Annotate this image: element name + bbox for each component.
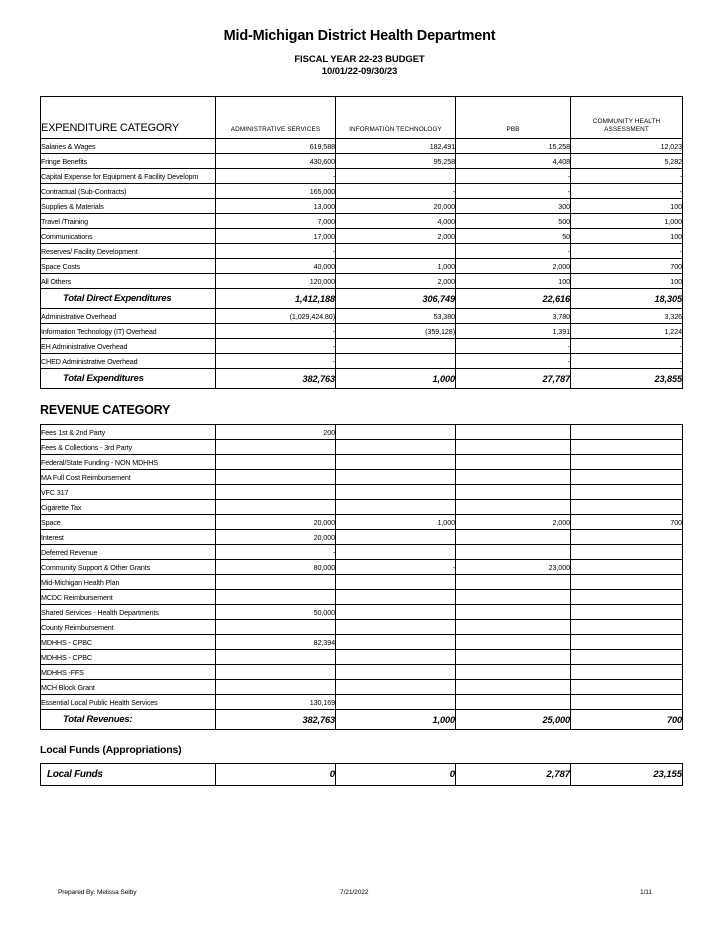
revenue-row	[41, 590, 683, 605]
row-value-col4	[571, 560, 683, 575]
row-value-col2	[336, 665, 456, 680]
expenditure-row	[41, 274, 683, 289]
row-value-col3: 23,000	[456, 560, 571, 575]
column-header-cha-line2: ASSESSMENT	[604, 126, 649, 133]
row-value-col2	[336, 590, 456, 605]
expenditure-table-header-row	[41, 97, 683, 139]
revenue-row	[41, 575, 683, 590]
row-value-col1: 13,000	[216, 199, 336, 214]
row-value-col1	[216, 680, 336, 695]
revenue-row	[41, 665, 683, 680]
row-label: Interest	[41, 530, 216, 545]
row-value-col1: 0	[216, 764, 336, 786]
row-value-col1: 50,000	[216, 605, 336, 620]
row-value-col3: 15,258	[456, 139, 571, 154]
row-value-col2	[336, 169, 456, 184]
row-value-col1: -	[216, 545, 336, 560]
row-value-col1: 20,000	[216, 515, 336, 530]
revenue-row	[41, 485, 683, 500]
fiscal-year-subtitle: FISCAL YEAR 22-23 BUDGET	[294, 54, 425, 65]
row-value-col3	[456, 470, 571, 485]
row-value-col2: 306,749	[336, 289, 456, 309]
row-value-col3	[456, 500, 571, 515]
total-revenues-row	[41, 710, 683, 730]
row-value-col3	[456, 545, 571, 560]
row-value-col4	[571, 590, 683, 605]
revenue-row	[41, 515, 683, 530]
row-value-col4: 700	[571, 515, 683, 530]
row-value-col2: -	[336, 560, 456, 575]
row-label: Essential Local Public Health Services	[41, 695, 216, 710]
row-value-col4: 12,023	[571, 139, 683, 154]
row-value-col4: -	[571, 169, 683, 184]
row-value-col1: 17,000	[216, 229, 336, 244]
row-value-col3: 2,000	[456, 515, 571, 530]
revenue-table	[40, 424, 683, 730]
revenue-row	[41, 695, 683, 710]
overhead-row	[41, 309, 683, 324]
row-value-col4: 1,224	[571, 324, 683, 339]
row-value-col4	[571, 440, 683, 455]
expenditure-row	[41, 229, 683, 244]
row-value-col1	[216, 590, 336, 605]
row-value-col3: 500	[456, 214, 571, 229]
row-value-col1: -	[216, 244, 336, 259]
row-value-col4	[571, 485, 683, 500]
row-value-col4	[571, 575, 683, 590]
row-label: Fees & Collections - 3rd Party	[41, 440, 216, 455]
row-value-col2	[336, 680, 456, 695]
row-value-col3: -	[456, 244, 571, 259]
row-value-col3	[456, 605, 571, 620]
row-label: Total Expenditures	[41, 369, 216, 389]
row-value-col3	[456, 665, 571, 680]
revenue-row	[41, 620, 683, 635]
row-value-col1: 200	[216, 425, 336, 440]
row-value-col2	[336, 425, 456, 440]
row-value-col4	[571, 530, 683, 545]
revenue-section-heading: REVENUE CATEGORY	[40, 403, 171, 417]
row-value-col2	[336, 620, 456, 635]
row-value-col3: -	[456, 184, 571, 199]
row-value-col2: (359,128)	[336, 324, 456, 339]
row-value-col3: -	[456, 169, 571, 184]
row-value-col2: 1,000	[336, 710, 456, 730]
row-value-col2: -	[336, 184, 456, 199]
row-value-col4: -	[571, 184, 683, 199]
row-value-col1: 20,000	[216, 530, 336, 545]
row-label: Mid-Michigan Health Plan	[41, 575, 216, 590]
row-value-col2	[336, 575, 456, 590]
row-value-col3	[456, 590, 571, 605]
row-value-col2	[336, 244, 456, 259]
column-header-information-technology: INFORMATION TECHNOLOGY	[336, 97, 456, 139]
row-value-col3	[456, 575, 571, 590]
row-value-col4	[571, 650, 683, 665]
row-value-col2: 1,000	[336, 369, 456, 389]
row-label: Space	[41, 515, 216, 530]
row-value-col4	[571, 545, 683, 560]
row-value-col3	[456, 680, 571, 695]
row-value-col1	[216, 665, 336, 680]
expenditure-row	[41, 244, 683, 259]
row-label: County Reimbursement	[41, 620, 216, 635]
total-direct-expenditures-row	[41, 289, 683, 309]
row-label: Salaries & Wages	[41, 139, 216, 154]
row-value-col3: 2,787	[456, 764, 571, 786]
row-value-col3	[456, 485, 571, 500]
revenue-row	[41, 545, 683, 560]
row-value-col1: (1,029,424.80)	[216, 309, 336, 324]
row-value-col1: 7,000	[216, 214, 336, 229]
row-label: Contractual (Sub-Contracts)	[41, 184, 216, 199]
revenue-row	[41, 560, 683, 575]
row-value-col3	[456, 650, 571, 665]
row-label: Travel /Training	[41, 214, 216, 229]
local-funds-row	[41, 764, 683, 786]
row-value-col2: 182,491	[336, 139, 456, 154]
revenue-row	[41, 500, 683, 515]
row-value-col2	[336, 470, 456, 485]
row-value-col4: 18,305	[571, 289, 683, 309]
row-label: Federal/State Funding - NON MDHHS	[41, 455, 216, 470]
row-label: Total Direct Expenditures	[41, 289, 216, 309]
row-value-col4	[571, 635, 683, 650]
overhead-row	[41, 354, 683, 369]
row-value-col4: 5,282	[571, 154, 683, 169]
row-label: MCDC Reimbursement	[41, 590, 216, 605]
row-value-col2: 1,000	[336, 515, 456, 530]
row-label: Supplies & Materials	[41, 199, 216, 214]
expenditure-table	[40, 96, 683, 389]
row-value-col2	[336, 650, 456, 665]
row-label: Administrative Overhead	[41, 309, 216, 324]
page-title: Mid-Michigan District Health Department	[223, 28, 496, 44]
row-value-col1	[216, 440, 336, 455]
row-value-col2: 4,000	[336, 214, 456, 229]
expenditure-row	[41, 199, 683, 214]
row-value-col2: 2,000	[336, 274, 456, 289]
row-label: EH Administrative Overhead	[41, 339, 216, 354]
row-value-col3: 50	[456, 229, 571, 244]
row-value-col1	[216, 485, 336, 500]
row-value-col3	[456, 455, 571, 470]
row-value-col3	[456, 620, 571, 635]
row-label: Communications	[41, 229, 216, 244]
expenditure-row	[41, 184, 683, 199]
row-value-col2	[336, 530, 456, 545]
local-funds-table	[40, 763, 683, 786]
row-value-col2	[336, 605, 456, 620]
row-value-col3: 4,408	[456, 154, 571, 169]
row-value-col3: 100	[456, 274, 571, 289]
row-value-col1: 165,000	[216, 184, 336, 199]
row-label: Fees 1st & 2nd Party	[41, 425, 216, 440]
revenue-row	[41, 440, 683, 455]
row-value-col1: 82,394	[216, 635, 336, 650]
row-value-col2: 53,380	[336, 309, 456, 324]
footer-page-number: 1/11	[640, 889, 652, 896]
row-value-col4: 23,155	[571, 764, 683, 786]
footer-prepared-by: Prepared By: Melissa Selby	[58, 889, 137, 896]
row-value-col1: 120,000	[216, 274, 336, 289]
expenditure-row	[41, 214, 683, 229]
row-value-col2	[336, 500, 456, 515]
row-label: Total Revenues:	[41, 710, 216, 730]
row-value-col1	[216, 620, 336, 635]
row-value-col1: 382,763	[216, 369, 336, 389]
overhead-row	[41, 324, 683, 339]
row-label: VFC 317	[41, 485, 216, 500]
row-value-col1	[216, 455, 336, 470]
row-value-col3: 3,780	[456, 309, 571, 324]
row-value-col4: -	[571, 354, 683, 369]
row-value-col1: 382,763	[216, 710, 336, 730]
row-value-col4: -	[571, 244, 683, 259]
row-value-col4: 700	[571, 710, 683, 730]
row-value-col1	[216, 500, 336, 515]
row-value-col4: 100	[571, 229, 683, 244]
revenue-row	[41, 470, 683, 485]
row-value-col2	[336, 695, 456, 710]
revenue-row	[41, 635, 683, 650]
row-value-col1: -	[216, 169, 336, 184]
row-value-col3: 27,787	[456, 369, 571, 389]
row-value-col4: -	[571, 339, 683, 354]
row-value-col2	[336, 354, 456, 369]
row-value-col3	[456, 440, 571, 455]
fiscal-period-subtitle: 10/01/22-09/30/23	[321, 66, 398, 77]
row-value-col3	[456, 695, 571, 710]
expenditure-row	[41, 139, 683, 154]
row-value-col1	[216, 575, 336, 590]
row-value-col2	[336, 440, 456, 455]
row-value-col4: 1,000	[571, 214, 683, 229]
row-value-col3: 22,616	[456, 289, 571, 309]
row-value-col4: 700	[571, 259, 683, 274]
column-header-administrative-services: ADMINISTRATIVE SERVICES	[216, 97, 336, 139]
row-label: Space Costs	[41, 259, 216, 274]
row-label: Community Support & Other Grants	[41, 560, 216, 575]
row-value-col3: 2,000	[456, 259, 571, 274]
row-value-col4: 3,326	[571, 309, 683, 324]
row-label: Local Funds	[41, 764, 216, 786]
row-value-col4	[571, 665, 683, 680]
row-value-col2: 2,000	[336, 229, 456, 244]
row-value-col2: 1,000	[336, 259, 456, 274]
row-value-col4	[571, 425, 683, 440]
document-title-block	[0, 0, 719, 78]
row-value-col1: 40,000	[216, 259, 336, 274]
row-value-col4: 100	[571, 274, 683, 289]
row-value-col2	[336, 455, 456, 470]
column-header-category: EXPENDITURE CATEGORY	[41, 97, 216, 139]
row-value-col1	[216, 470, 336, 485]
row-value-col2: 0	[336, 764, 456, 786]
row-value-col4	[571, 500, 683, 515]
row-value-col4	[571, 620, 683, 635]
row-value-col1: -	[216, 354, 336, 369]
row-value-col3	[456, 635, 571, 650]
revenue-row	[41, 650, 683, 665]
footer-date: 7/21/2022	[340, 889, 369, 896]
row-value-col3	[456, 425, 571, 440]
row-label: MDHHS -FFS	[41, 665, 216, 680]
row-value-col2	[336, 339, 456, 354]
row-label: MCH Block Grant	[41, 680, 216, 695]
row-value-col3: 1,391	[456, 324, 571, 339]
row-value-col1	[216, 650, 336, 665]
row-value-col3: 300	[456, 199, 571, 214]
row-value-col2	[336, 545, 456, 560]
row-value-col3: 25,000	[456, 710, 571, 730]
row-value-col4	[571, 455, 683, 470]
row-value-col3: -	[456, 354, 571, 369]
column-header-cha-line1: COMMUNITY HEALTH	[592, 118, 661, 125]
local-funds-section-heading: Local Funds (Appropriations)	[40, 744, 182, 756]
row-value-col3: -	[456, 339, 571, 354]
row-value-col1: 619,588	[216, 139, 336, 154]
row-value-col1: 430,600	[216, 154, 336, 169]
row-label: Deferred Revenue	[41, 545, 216, 560]
revenue-row	[41, 530, 683, 545]
expenditure-row	[41, 154, 683, 169]
row-value-col1: 80,000	[216, 560, 336, 575]
revenue-row	[41, 455, 683, 470]
row-value-col4	[571, 680, 683, 695]
row-value-col4	[571, 470, 683, 485]
row-label: Shared Services - Health Departments	[41, 605, 216, 620]
row-value-col2	[336, 485, 456, 500]
row-value-col4: 100	[571, 199, 683, 214]
row-label: MDHHS - CPBC	[41, 635, 216, 650]
row-label: Capital Expense for Equipment & Facility Developm	[41, 169, 216, 184]
row-value-col2	[336, 635, 456, 650]
row-value-col1: 130,169	[216, 695, 336, 710]
revenue-row	[41, 680, 683, 695]
row-label: MDHHS - CPBC	[41, 650, 216, 665]
row-label: Fringe Benefits	[41, 154, 216, 169]
row-value-col4	[571, 695, 683, 710]
row-value-col2: 20,000	[336, 199, 456, 214]
row-label: Reserves/ Facility Development	[41, 244, 216, 259]
column-header-community-health-assessment	[571, 97, 683, 139]
expenditure-row	[41, 169, 683, 184]
row-label: MA Full Cost Reimbursement	[41, 470, 216, 485]
total-expenditures-row	[41, 369, 683, 389]
row-value-col4: 23,855	[571, 369, 683, 389]
row-value-col1: -	[216, 324, 336, 339]
row-label: All Others	[41, 274, 216, 289]
revenue-row	[41, 605, 683, 620]
row-label: Cigarette Tax	[41, 500, 216, 515]
row-value-col4	[571, 605, 683, 620]
overhead-row	[41, 339, 683, 354]
row-value-col2: 95,258	[336, 154, 456, 169]
revenue-row	[41, 425, 683, 440]
column-header-pbb: PBB	[456, 97, 571, 139]
row-value-col1: -	[216, 339, 336, 354]
row-label: Information Technology (IT) Overhead	[41, 324, 216, 339]
row-value-col1: 1,412,188	[216, 289, 336, 309]
row-label: CHED Administrative Overhead	[41, 354, 216, 369]
row-value-col3	[456, 530, 571, 545]
expenditure-row	[41, 259, 683, 274]
